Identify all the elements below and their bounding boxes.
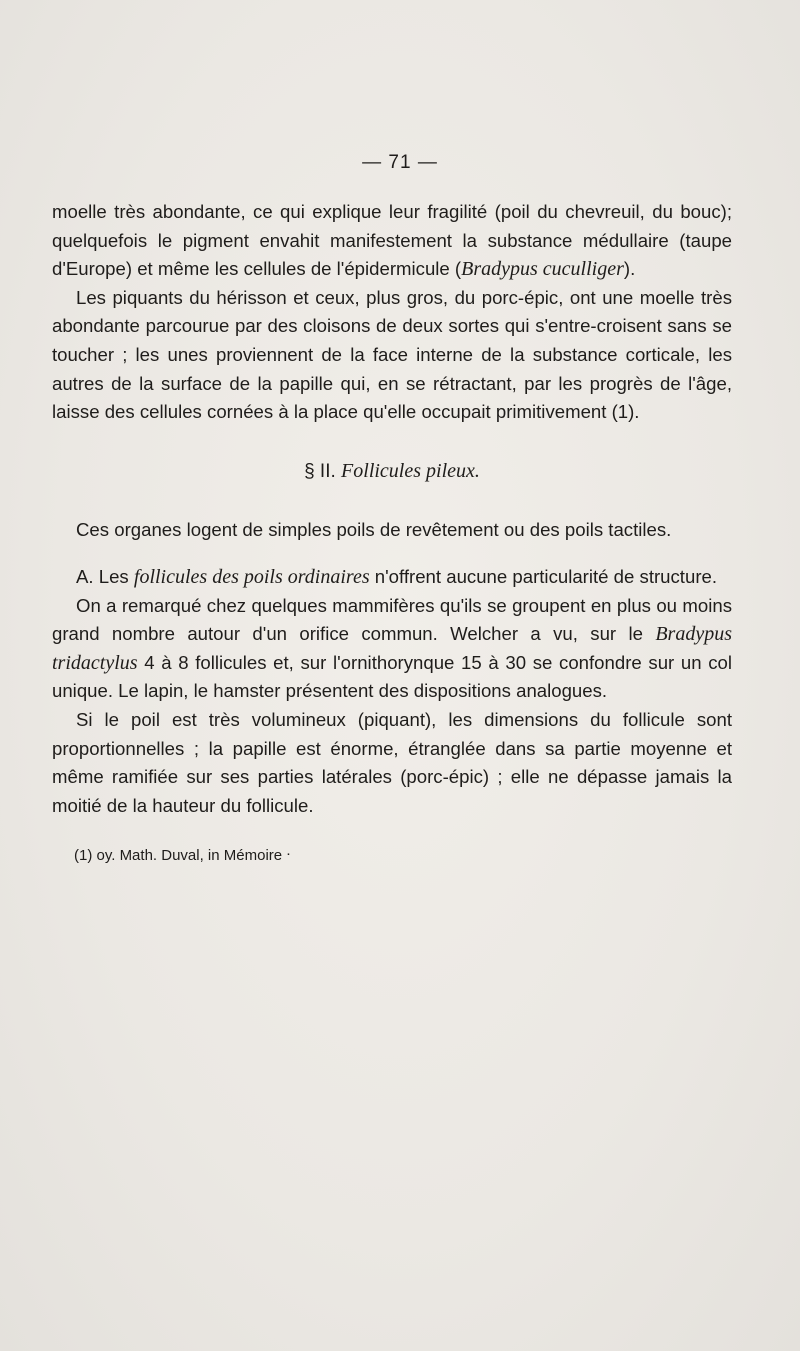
- paragraph-5-text-b: 4 à 8 follicules et, sur l'ornithorynque 15 à 30 se confondre sur un col unique. Le lapin, le hamster présentent des dispositions analogues.: [52, 651, 732, 702]
- footnote: (1) oy. Math. Duval, in Mémoire ᐧ: [74, 847, 291, 865]
- paragraph-6: Si le poil est très volumineux (piquant), les dimensions du follicule sont proportionnelles ; la papille est énorme, étranglée dans sa partie moyenne et même ramifiée sur ses parties latérales (porc-épic) ; elle ne dépasse jamais la moitié de la hauteur du follicule.: [52, 708, 732, 816]
- paragraph-4-italic: follicules des poils ordinaires: [133, 565, 370, 588]
- paragraph-5: [52, 592, 732, 706]
- paragraph-2: Les piquants du hérisson et ceux, plus gros, du porc-épic, ont une moelle très abondante parcourue par des cloisons de deux sortes qui s'entre-croisent sans se toucher ; les unes proviennent de la face interne de la substance corticale, les autres de la surface de la papille qui, en se rétractant, par les progrès de l'âge, laisse des cellules cornées à la place qu'elle occupait primitivement (1).: [52, 286, 732, 423]
- paragraph-4-prefix: A. Les: [76, 565, 134, 587]
- paragraph-1-text-a: moelle très abondante, ce qui explique leur fragilité (poil du chevreuil, du bouc); quelquefois le pigment envahit manifestement la substance médullaire (taupe d'Europe) et même les cellules de l'épidermicule (: [52, 201, 732, 280]
- paragraph-4: [52, 563, 732, 592]
- paragraph-5-italic: Bradypus tridactylus: [52, 623, 732, 674]
- paragraph-1-text-b: ).: [623, 258, 636, 280]
- section-heading: [52, 457, 732, 487]
- paragraph-1: [52, 198, 732, 284]
- paragraph-4-suffix: n'offrent aucune particularité de structure.: [369, 565, 718, 587]
- body-text: [52, 198, 732, 866]
- paragraph-1-italic: Bradypus cuculliger: [461, 258, 624, 281]
- section-heading-prefix: § II.: [304, 460, 342, 482]
- paragraph-5-text-a: On a remarqué chez quelques mammifères qu'ils se groupent en plus ou moins grand nombre autour d'un orifice commun. Welcher a vu, sur le: [52, 594, 732, 645]
- paragraph-3: Ces organes logent de simples poils de revêtement ou des poils tactiles.: [76, 519, 672, 541]
- section-heading-title: Follicules pileux.: [341, 459, 480, 482]
- page-number: — 71 —: [362, 152, 438, 173]
